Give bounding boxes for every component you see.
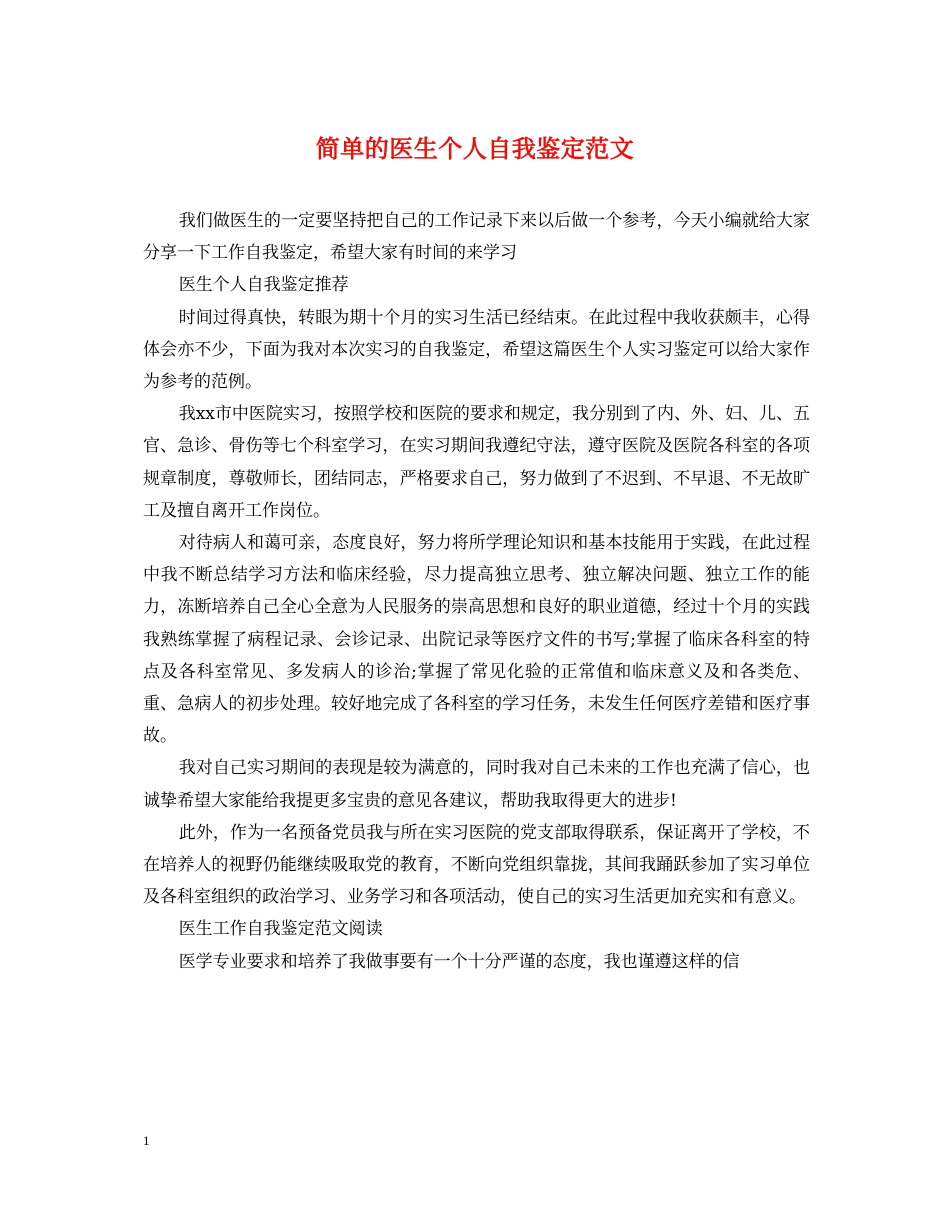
paragraph: 时间过得真快，转眼为期十个月的实习生活已经结束。在此过程中我收获颇丰，心得体会亦不少，下面为我对本次实习的自我鉴定，希望这篇医生个人实习鉴定可以给大家作为参考的范例。: [143, 307, 810, 393]
paragraph: 我们做医生的一定要坚持把自己的工作记录下来以后做一个参考，今天小编就给大家分享一下工作自我鉴定，希望大家有时间的来学习: [143, 211, 810, 264]
document-title: 简单的医生个人自我鉴定范文: [315, 134, 635, 163]
paragraph: 我对自己实习期间的表现是较为满意的，同时我对自己未来的工作也充满了信心，也诚挚希望大家能给我提更多宝贵的意见各建议，帮助我取得更大的进步!: [143, 758, 810, 811]
section-heading: 医生个人自我鉴定推荐: [178, 275, 349, 296]
paragraph: 医学专业要求和培养了我做事要有一个十分严谨的态度，我也谨遵这样的信: [178, 951, 740, 972]
section-heading: 医生工作自我鉴定范文阅读: [178, 919, 383, 940]
paragraph: 我xx市中医院实习，按照学校和医院的要求和规定，我分别到了内、外、妇、儿、五官、急诊、骨伤等七个科室学习，在实习期间我遵纪守法，遵守医院及医院各科室的各项规章制度，尊敬师长，团结同志，严格要求自己，努力做到了不迟到、不早退、不无故旷工及擅自离开工作岗位。: [143, 404, 810, 521]
page-number: 1: [143, 1133, 150, 1148]
document-body: [143, 205, 810, 978]
paragraph: 对待病人和蔼可亲，态度良好，努力将所学理论知识和基本技能用于实践，在此过程中我不断总结学习方法和临床经验，尽力提高独立思考、独立解决问题、独立工作的能力，冻断培养自己全心全意为人民服务的崇高思想和良好的职业道德，经过十个月的实践我熟练掌握了病程记录、会诊记录、出院记录等医疗文件的书写;掌握了临床各科室的特点及各科室常见、多发病人的诊治;掌握了常见化验的正常值和临床意义及和各类危、重、急病人的初步处理。较好地完成了各科室的学习任务，未发生任何医疗差错和医疗事故。: [143, 533, 810, 747]
paragraph: 此外，作为一名预备党员我与所在实习医院的党支部取得联系，保证离开了学校，不在培养人的视野仍能继续吸取党的教育，不断向党组织靠拢，其间我踊跃参加了实习单位及各科室组织的政治学习、业务学习和各项活动，使自己的实习生活更加充实和有意义。: [143, 822, 810, 908]
